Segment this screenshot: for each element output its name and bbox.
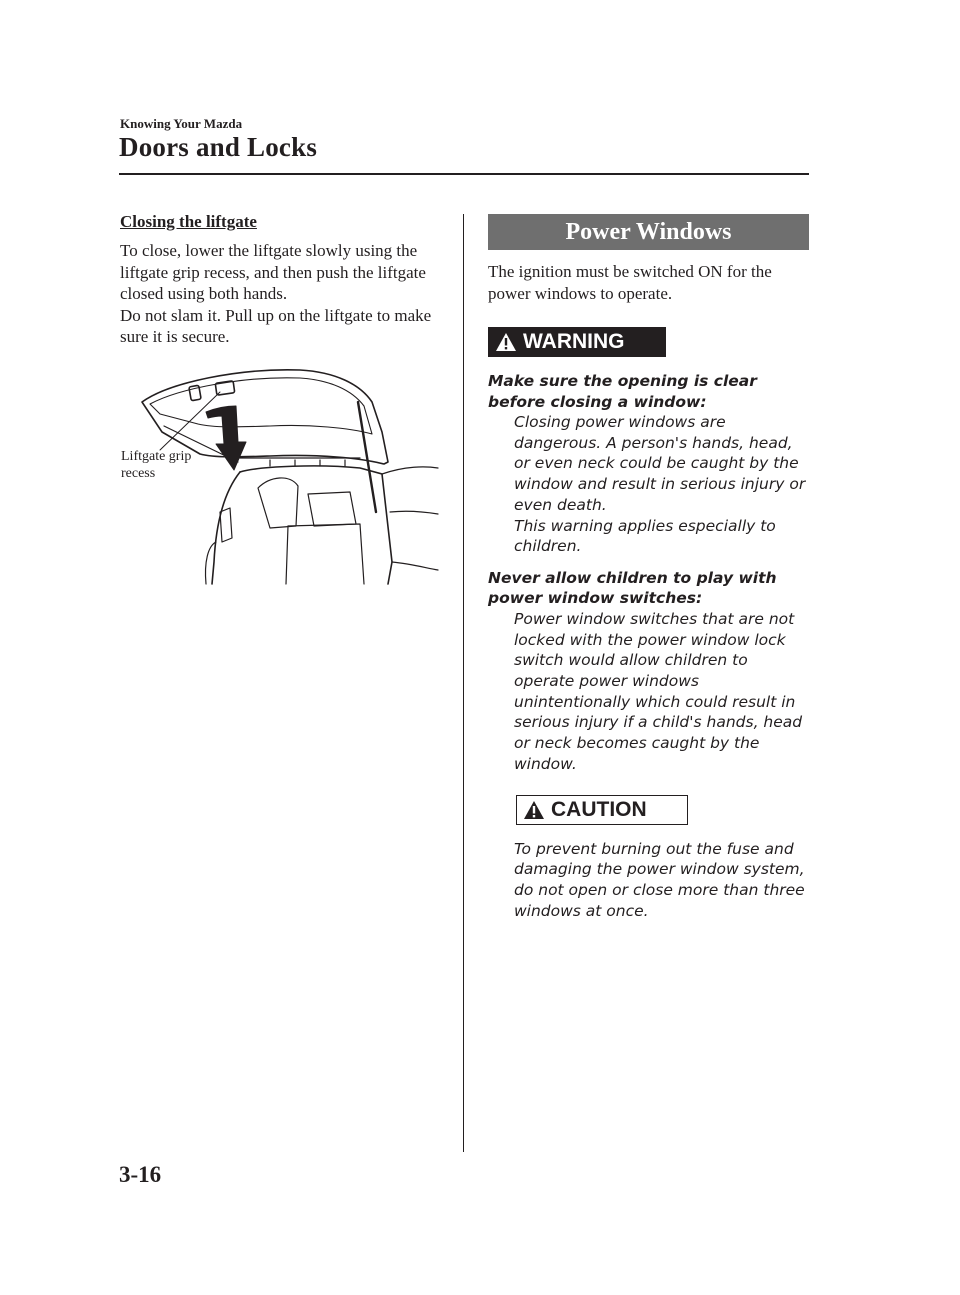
warning-triangle-icon (495, 332, 517, 352)
warning-lead-children-switches: Never allow children to play with power window switches: (488, 568, 777, 608)
warning-sign (488, 327, 666, 357)
caution-body: To prevent burning out the fuse and damaging the power window system, do not open or close more than three windows at once. (514, 839, 805, 920)
warning-label: WARNING (523, 330, 625, 353)
figure-label-line: recess (121, 466, 156, 481)
subheading-closing-liftgate: Closing the liftgate (120, 212, 257, 231)
caution-label: CAUTION (551, 797, 647, 821)
closing-instructions-paragraph: To close, lower the liftgate slowly using the liftgate grip recess, and then push the liftgate closed using both hands. (120, 241, 426, 303)
header-rule (119, 173, 809, 175)
left-column (120, 212, 440, 348)
warning-lead-opening-clear: Make sure the opening is clear before closing a window: (488, 372, 757, 411)
figure-label-liftgate-grip (121, 448, 221, 482)
caution-triangle-icon (523, 800, 545, 820)
power-windows-heading: Power Windows (488, 214, 809, 250)
caution-sign (516, 795, 688, 825)
warning-body-children: This warning applies especially to children. (514, 516, 776, 556)
slam-warning-paragraph: Do not slam it. Pull up on the liftgate to make sure it is secure. (120, 305, 432, 346)
breadcrumb: Knowing Your Mazda (120, 116, 243, 131)
page-number: 3-16 (119, 1162, 162, 1187)
power-windows-intro: The ignition must be switched ON for the power windows to operate. (488, 262, 772, 303)
label-leader-line (160, 392, 220, 450)
figure-label-line: Liftgate grip (121, 449, 192, 464)
section-title: Doors and Locks (119, 132, 318, 162)
right-column (488, 214, 810, 921)
warning-body-switches: Power window switches that are not locked with the power window lock switch would allow children to operate power windows unintentionally which could result in serious injury if a child's hands, head or neck becomes caught by the window. (514, 609, 803, 773)
column-divider (463, 214, 464, 1152)
warning-body-closing-dangerous: Closing power windows are dangerous. A person's hands, head, or even neck could be caught by the window and result in serious injury or even death. (514, 413, 806, 514)
